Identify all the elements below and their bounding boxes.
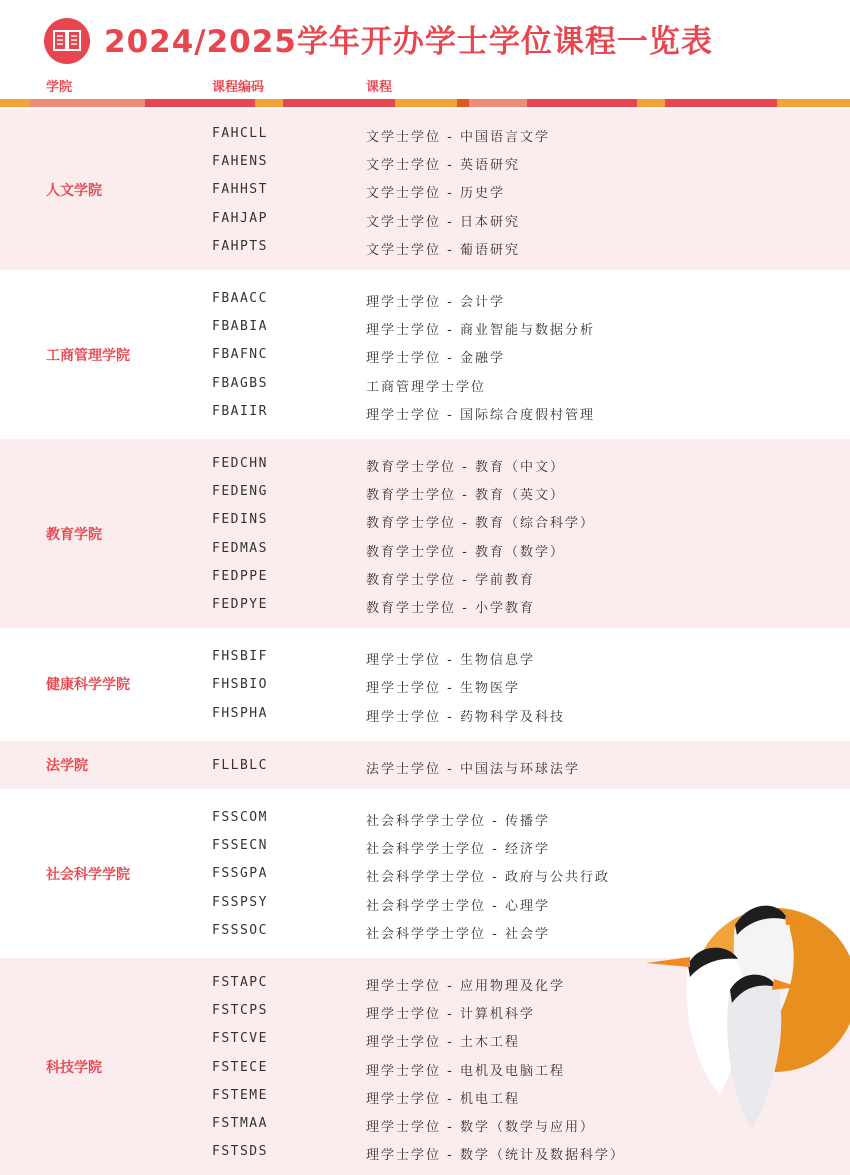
table-row xyxy=(0,535,850,563)
course-code: FEDPPE xyxy=(212,568,268,584)
course-code: FAHHST xyxy=(212,182,268,198)
table-row xyxy=(0,148,850,176)
course-name: 教育学士学位 - 小学教育 xyxy=(366,601,535,616)
course-code: FHSBIO xyxy=(212,677,268,693)
course-name: 理学士学位 - 金融学 xyxy=(366,351,505,367)
course-code: FSTAPC xyxy=(212,975,268,990)
column-header-course: 课程 xyxy=(366,80,393,95)
course-name: 文学士学位 - 葡语研究 xyxy=(366,242,520,258)
course-code: FEDPYE xyxy=(212,597,268,612)
course-code: FLLBLC xyxy=(212,757,268,773)
course-code: FAHCLL xyxy=(212,126,268,141)
faculty-name: 工商管理学院 xyxy=(46,347,130,364)
course-code: FAHJAP xyxy=(212,210,268,226)
course-name: 理学士学位 - 土木工程 xyxy=(366,1035,520,1051)
course-code: FHSBIF xyxy=(212,649,268,665)
course-code: FBAACC xyxy=(212,291,268,306)
table-row xyxy=(0,506,850,534)
table-row xyxy=(0,398,850,426)
course-code: FAHPTS xyxy=(212,238,268,254)
course-name: 理学士学位 - 国际综合度假村管理 xyxy=(366,407,595,423)
course-name: 教育学士学位 - 教育（数学） xyxy=(366,544,565,560)
decorative-stripe xyxy=(0,99,850,107)
course-name: 文学士学位 - 英语研究 xyxy=(366,158,520,174)
table-row xyxy=(0,643,850,671)
course-code: FSSSOC xyxy=(212,922,268,938)
course-code: FBABIA xyxy=(212,319,268,335)
faculty-name: 法学院 xyxy=(46,757,88,774)
faculty-name: 社会科学学院 xyxy=(46,866,130,883)
course-code: FSTCPS xyxy=(212,1003,268,1019)
course-code: FBAIIR xyxy=(212,403,268,419)
page-title: 2024/2025学年开办学士学位课程一览表 xyxy=(104,24,713,60)
faculty-name: 健康科学学院 xyxy=(46,677,130,694)
course-name: 理学士学位 - 机电工程 xyxy=(366,1091,520,1107)
faculty-name: 人文学院 xyxy=(46,182,102,199)
table-row xyxy=(0,450,850,478)
course-code: FEDMAS xyxy=(212,540,268,556)
faculty-section xyxy=(0,109,850,270)
column-header-code: 课程编码 xyxy=(212,80,265,95)
course-name: 教育学士学位 - 教育（综合科学） xyxy=(366,516,595,532)
course-name: 理学士学位 - 数学（数学与应用） xyxy=(366,1120,595,1135)
table-row xyxy=(0,285,850,313)
table-row xyxy=(0,341,850,369)
course-name: 理学士学位 - 生物信息学 xyxy=(366,653,535,669)
course-code: FBAFNC xyxy=(212,347,268,363)
course-name: 理学士学位 - 电机及电脑工程 xyxy=(366,1063,565,1079)
faculty-name: 教育学院 xyxy=(46,526,102,543)
course-code: FSSCOM xyxy=(212,810,268,825)
course-name: 理学士学位 - 商业智能与数据分析 xyxy=(366,323,595,339)
course-name: 社会科学学士学位 - 传播学 xyxy=(366,814,550,829)
table-row xyxy=(0,700,850,728)
course-code: FEDINS xyxy=(212,512,268,528)
course-code: FSTECE xyxy=(212,1059,268,1075)
table-row xyxy=(0,205,850,233)
faculty-section xyxy=(0,439,850,628)
course-code: FSSECN xyxy=(212,838,268,854)
faculty-section xyxy=(0,632,850,737)
table-row xyxy=(0,860,850,888)
course-name: 工商管理学士学位 xyxy=(366,379,487,395)
table-row xyxy=(0,671,850,699)
bird-illustration xyxy=(640,895,850,1134)
table-row xyxy=(0,591,850,619)
course-name: 理学士学位 - 计算机科学 xyxy=(366,1007,535,1023)
course-code: FSTSDS xyxy=(212,1144,268,1160)
course-name: 文学士学位 - 中国语言文学 xyxy=(366,130,550,145)
table-row xyxy=(0,313,850,341)
course-name: 理学士学位 - 会计学 xyxy=(366,295,505,310)
course-name: 法学士学位 - 中国法与环球法学 xyxy=(366,761,580,777)
faculty-section xyxy=(0,741,850,789)
course-name: 理学士学位 - 数学（统计及数据科学） xyxy=(366,1148,625,1164)
course-code: FEDCHN xyxy=(212,456,268,471)
table-row xyxy=(0,176,850,204)
faculty-section xyxy=(0,274,850,435)
table-row xyxy=(0,370,850,398)
course-name: 教育学士学位 - 教育（英文） xyxy=(366,488,565,504)
table-row xyxy=(0,120,850,148)
table-row xyxy=(0,804,850,832)
course-name: 理学士学位 - 药物科学及科技 xyxy=(366,709,565,725)
course-code: FAHENS xyxy=(212,154,268,170)
course-name: 社会科学学士学位 - 政府与公共行政 xyxy=(366,870,610,886)
course-code: FSTMAA xyxy=(212,1116,268,1131)
table-row xyxy=(0,478,850,506)
course-name: 理学士学位 - 生物医学 xyxy=(366,681,520,697)
table-row xyxy=(0,233,850,261)
open-book-icon xyxy=(44,18,90,64)
course-code: FBAGBS xyxy=(212,375,268,391)
course-name: 社会科学学士学位 - 社会学 xyxy=(366,926,550,942)
column-header-faculty: 学院 xyxy=(46,80,73,95)
page-header xyxy=(0,0,850,80)
course-code: FSSGPA xyxy=(212,866,268,882)
course-code: FSTEME xyxy=(212,1087,268,1103)
course-code: FSTCVE xyxy=(212,1031,268,1047)
faculty-name: 科技学院 xyxy=(46,1059,102,1076)
course-name: 教育学士学位 - 教育（中文） xyxy=(366,460,565,475)
course-code: FHSPHA xyxy=(212,705,268,721)
course-name: 社会科学学士学位 - 心理学 xyxy=(366,898,550,914)
course-name: 文学士学位 - 日本研究 xyxy=(366,214,520,230)
table-row xyxy=(0,1138,850,1166)
course-code: FEDENG xyxy=(212,484,268,500)
course-name: 文学士学位 - 历史学 xyxy=(366,186,505,202)
course-name: 理学士学位 - 应用物理及化学 xyxy=(366,979,565,994)
course-name: 社会科学学士学位 - 经济学 xyxy=(366,842,550,858)
course-code: FSSPSY xyxy=(212,894,268,910)
table-row xyxy=(0,563,850,591)
table-row xyxy=(0,752,850,780)
table-row xyxy=(0,832,850,860)
course-name: 教育学士学位 - 学前教育 xyxy=(366,572,535,588)
